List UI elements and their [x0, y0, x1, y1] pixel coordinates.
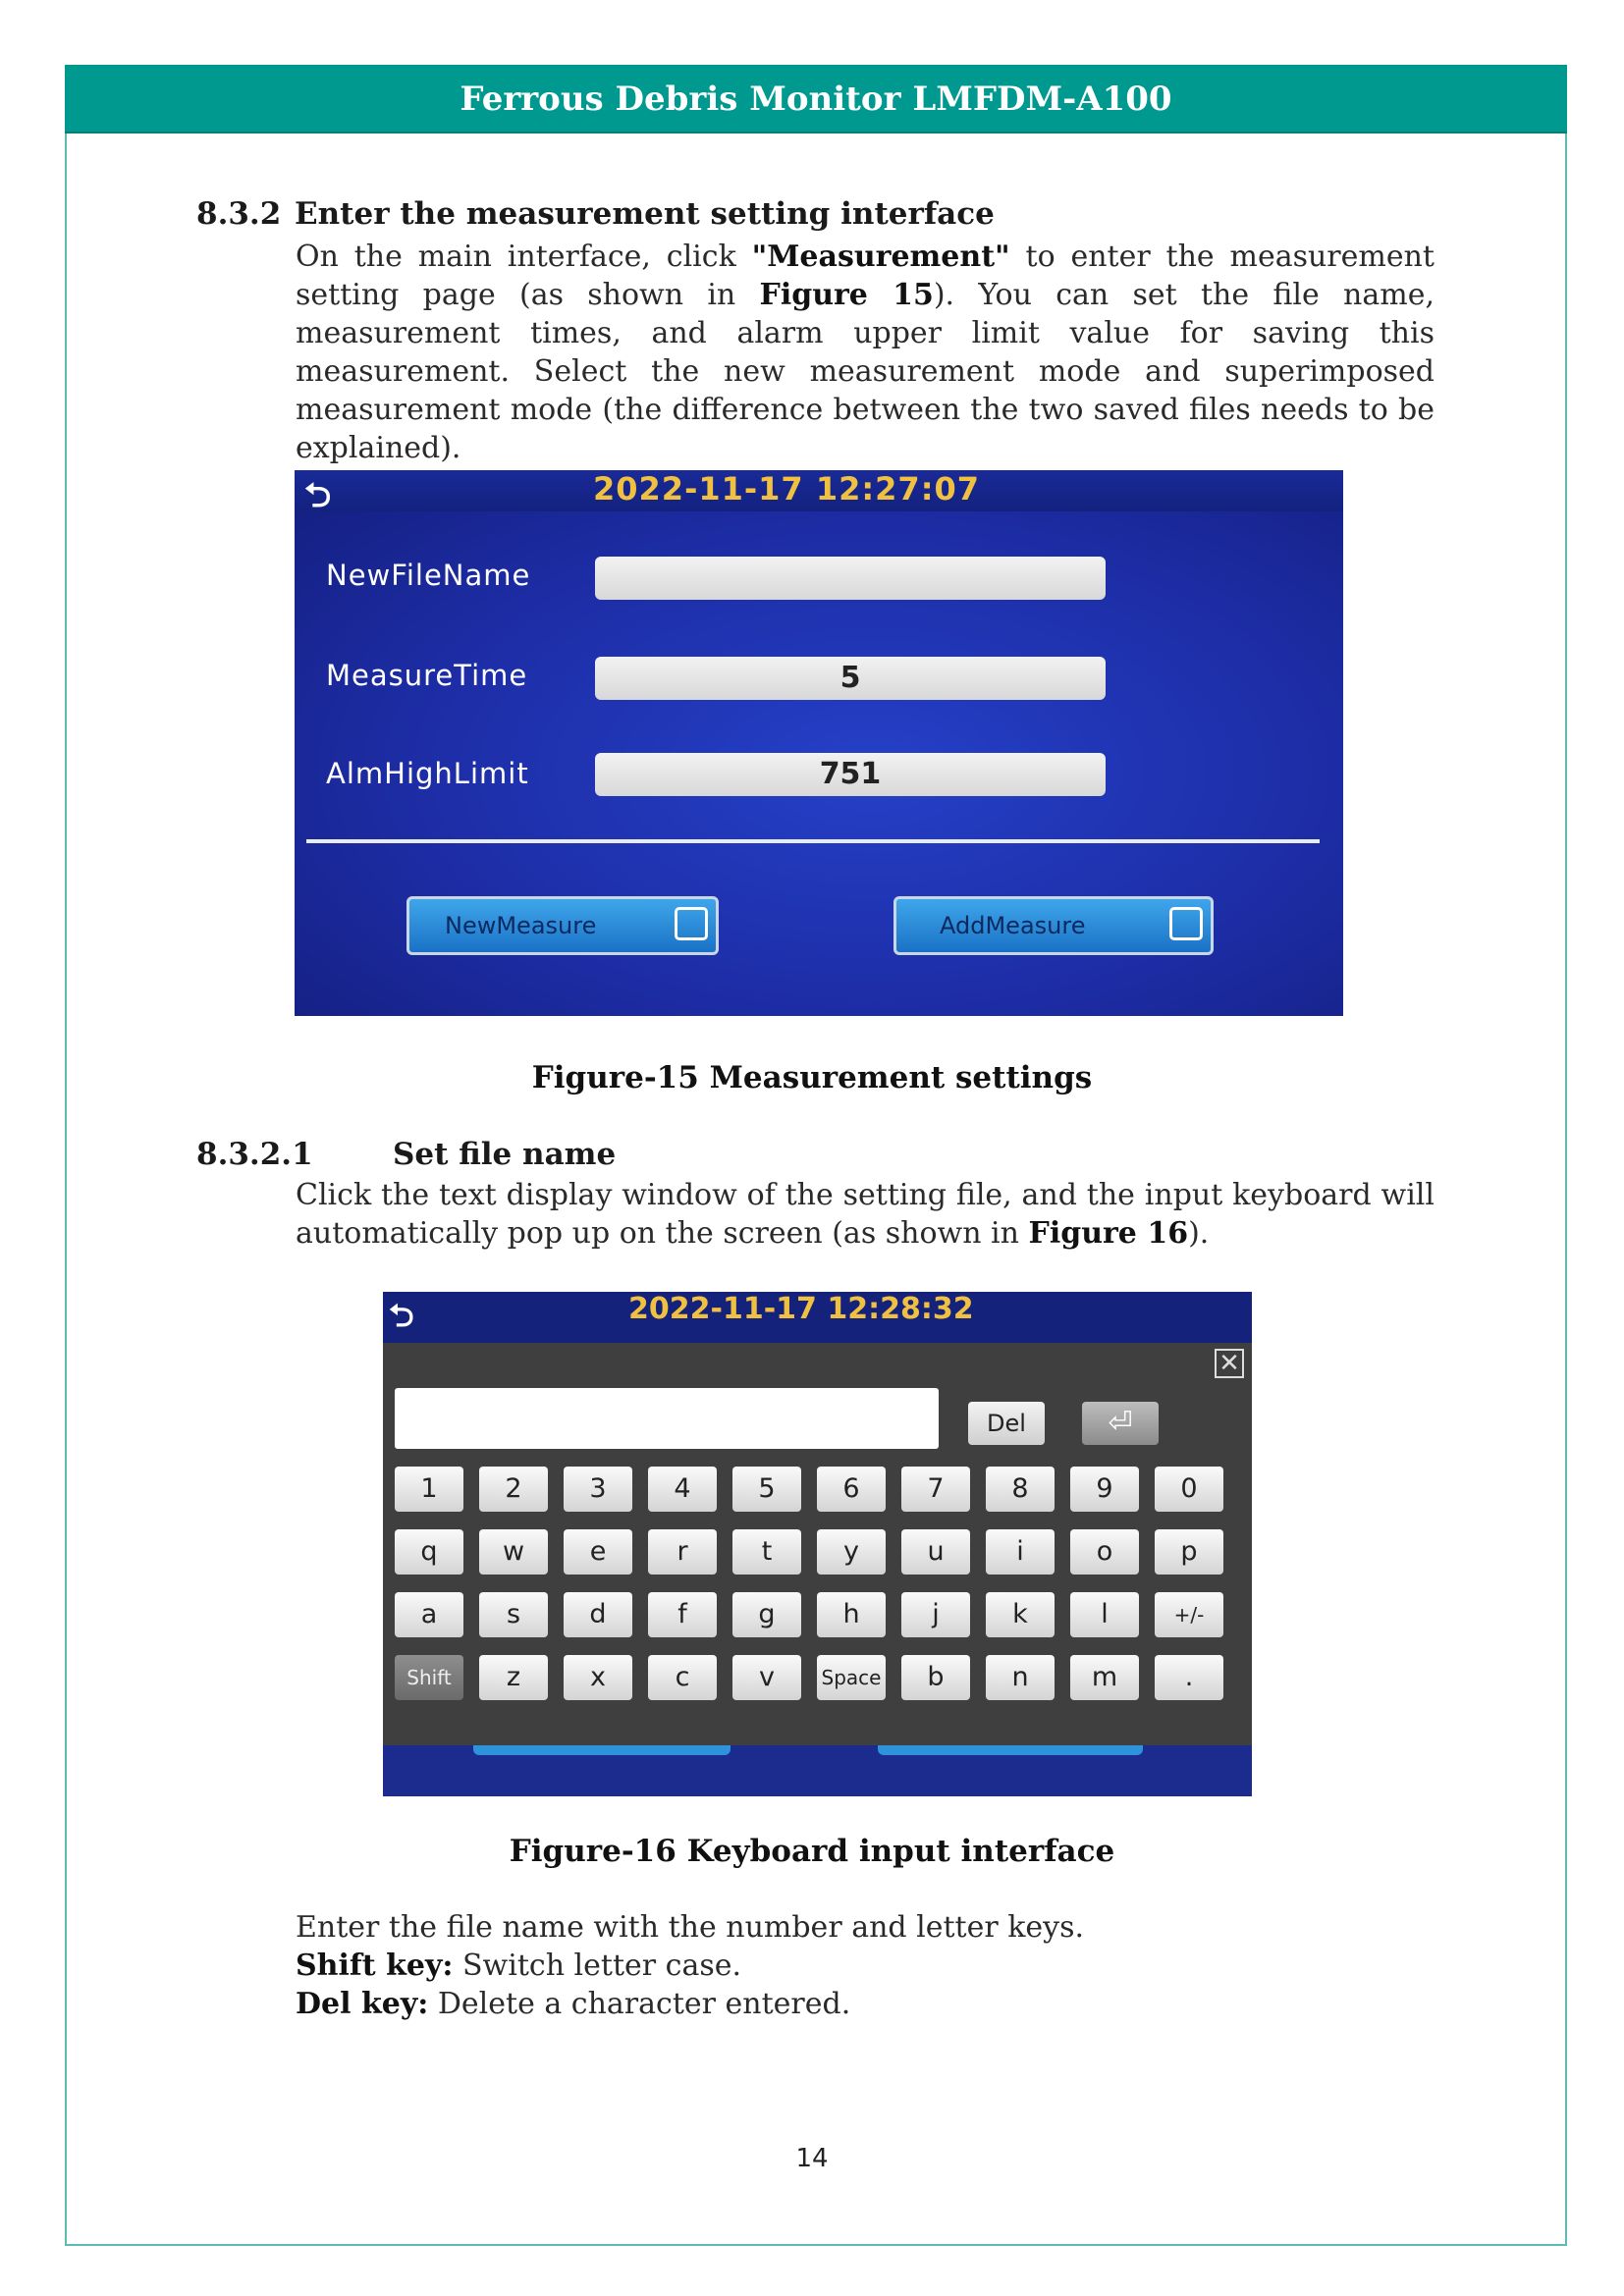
hidden-button-edge: [473, 1745, 731, 1755]
key-t[interactable]: t: [732, 1529, 801, 1575]
key-shift[interactable]: Shift: [395, 1655, 463, 1700]
figure-16-keyboard-screen: [383, 1292, 1252, 1796]
note-line-1: Enter the file name with the number and letter keys.: [296, 1910, 1085, 1945]
header-banner: Ferrous Debris Monitor LMFDM-A100: [65, 65, 1567, 133]
key-x[interactable]: x: [564, 1655, 632, 1700]
key-a[interactable]: a: [395, 1592, 463, 1637]
del-key-text: Delete a character entered.: [428, 1987, 851, 2021]
figure-16-caption: Figure-16 Keyboard input interface: [509, 1834, 1115, 1869]
key-r[interactable]: r: [648, 1529, 717, 1575]
key-0[interactable]: 0: [1155, 1467, 1223, 1512]
newfilename-label: NewFileName: [326, 559, 531, 592]
key-s[interactable]: s: [479, 1592, 548, 1637]
keyboard-entry-field[interactable]: [395, 1388, 939, 1449]
section-number: 8.3.2: [196, 196, 282, 232]
key-4[interactable]: 4: [648, 1467, 717, 1512]
figure-15-measurement-screen: [295, 470, 1343, 1016]
close-icon[interactable]: ✕: [1215, 1349, 1244, 1378]
add-file-icon: [1169, 907, 1203, 940]
key-3[interactable]: 3: [564, 1467, 632, 1512]
del-key-label: Del key:: [296, 1987, 429, 2021]
screen-datetime: 2022-11-17 12:28:32: [628, 1292, 974, 1326]
hidden-button-edge: [878, 1745, 1143, 1755]
key-l[interactable]: l: [1070, 1592, 1139, 1637]
key-k[interactable]: k: [986, 1592, 1055, 1637]
section-8-3-2-1-paragraph: [296, 1176, 1435, 1253]
key-b[interactable]: b: [901, 1655, 970, 1700]
key-dot[interactable]: .: [1155, 1655, 1223, 1700]
text-run: On the main interface, click: [296, 240, 752, 274]
section-8-3-2-paragraph: [296, 238, 1435, 467]
key-n[interactable]: n: [986, 1655, 1055, 1700]
figure-reference: Figure 16: [1028, 1216, 1189, 1251]
key-9[interactable]: 9: [1070, 1467, 1139, 1512]
key-d[interactable]: d: [564, 1592, 632, 1637]
key-f[interactable]: f: [648, 1592, 717, 1637]
key-6[interactable]: 6: [817, 1467, 886, 1512]
section-heading-8-3-2-1: [196, 1137, 616, 1172]
measuretime-field[interactable]: 5: [595, 657, 1106, 700]
screen-divider: [306, 839, 1320, 843]
section-title: Set file name: [393, 1137, 617, 1172]
key-8[interactable]: 8: [986, 1467, 1055, 1512]
key-p[interactable]: p: [1155, 1529, 1223, 1575]
enter-key-icon[interactable]: ⏎: [1082, 1402, 1159, 1445]
note-del-key: [296, 1987, 850, 2021]
key-w[interactable]: w: [479, 1529, 548, 1575]
key-7[interactable]: 7: [901, 1467, 970, 1512]
key-5[interactable]: 5: [732, 1467, 801, 1512]
key-j[interactable]: j: [901, 1592, 970, 1637]
almhighlimit-label: AlmHighLimit: [326, 757, 529, 790]
text-run: to enter the measurement setting page (as shown in: [296, 240, 1435, 312]
add-measure-button[interactable]: [893, 896, 1214, 955]
new-file-icon: [675, 907, 708, 940]
key-c[interactable]: c: [648, 1655, 717, 1700]
figure-reference: Figure 15: [759, 278, 934, 312]
back-arrow-icon[interactable]: ⮌: [304, 476, 332, 515]
measuretime-label: MeasureTime: [326, 659, 528, 692]
new-measure-label: NewMeasure: [445, 912, 597, 939]
figure-15-caption: Figure-15 Measurement settings: [531, 1060, 1093, 1095]
key-plus-minus[interactable]: +/-: [1155, 1592, 1223, 1637]
key-o[interactable]: o: [1070, 1529, 1139, 1575]
key-space[interactable]: Space: [817, 1655, 886, 1700]
key-g[interactable]: g: [732, 1592, 801, 1637]
text-run: Click the text display window of the setting file, and the input keyboard will automatically pop up on the screen (as shown in: [296, 1178, 1435, 1251]
note-shift-key: [296, 1949, 741, 1983]
page-number: 14: [795, 2144, 829, 2173]
back-arrow-icon[interactable]: ⮌: [389, 1297, 414, 1334]
key-m[interactable]: m: [1070, 1655, 1139, 1700]
section-title: Enter the measurement setting interface: [295, 196, 995, 232]
bold-run: "Measurement": [751, 240, 1010, 274]
key-h[interactable]: h: [817, 1592, 886, 1637]
del-key[interactable]: Del: [968, 1402, 1045, 1445]
key-y[interactable]: y: [817, 1529, 886, 1575]
key-i[interactable]: i: [986, 1529, 1055, 1575]
almhighlimit-field[interactable]: 751: [595, 753, 1106, 796]
screen-datetime: 2022-11-17 12:27:07: [593, 470, 981, 507]
key-1[interactable]: 1: [395, 1467, 463, 1512]
key-z[interactable]: z: [479, 1655, 548, 1700]
key-v[interactable]: v: [732, 1655, 801, 1700]
key-u[interactable]: u: [901, 1529, 970, 1575]
key-e[interactable]: e: [564, 1529, 632, 1575]
text-run: ).: [1188, 1216, 1210, 1251]
key-2[interactable]: 2: [479, 1467, 548, 1512]
shift-key-text: Switch letter case.: [453, 1949, 742, 1983]
newfilename-field[interactable]: [595, 557, 1106, 600]
keyboard-panel: [383, 1343, 1252, 1745]
section-number: 8.3.2.1: [196, 1137, 313, 1172]
section-heading-8-3-2: [196, 196, 995, 232]
shift-key-label: Shift key:: [296, 1949, 454, 1983]
new-measure-button[interactable]: [406, 896, 719, 955]
text-run: ). You can set the file name, measurement times, and alarm upper limit value for saving this measurement. Select the new measurement mode and superimposed measurement mode (the difference between the two saved files needs to be explained).: [296, 278, 1435, 465]
key-q[interactable]: q: [395, 1529, 463, 1575]
add-measure-label: AddMeasure: [940, 912, 1086, 939]
